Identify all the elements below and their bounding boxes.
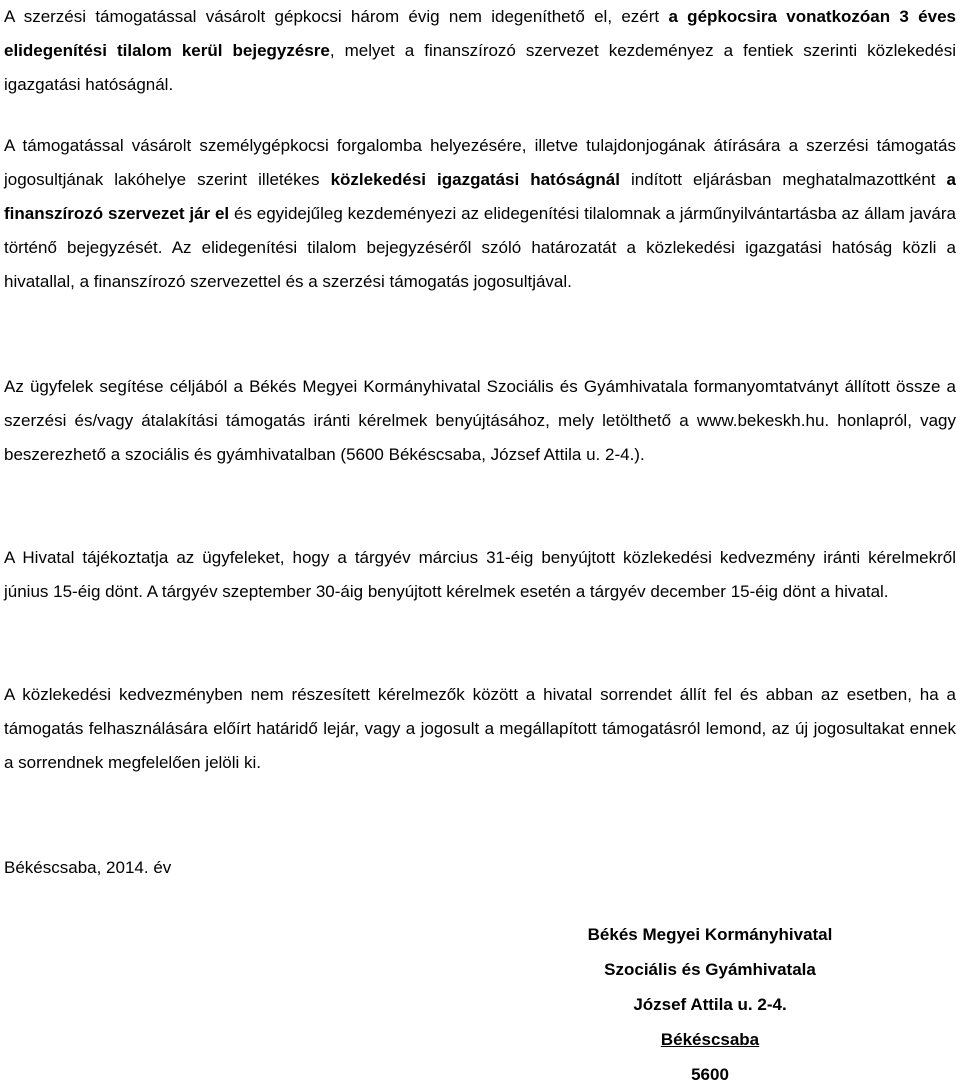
signature-block [560, 917, 860, 1092]
paragraph-text: A támogatással vásárolt személygépkocsi forgalomba helyezésére, illetve tulajdonjogának átírására a szerzési támogatás jogosultjának lakóhelye szerint illetékes [4, 136, 956, 189]
signature-office: Békés Megyei Kormányhivatal [587, 925, 833, 944]
signature-city: Békéscsaba [660, 1030, 760, 1049]
paragraph-text: A szerzési támogatással vásárolt gépkocsi három évig nem idegeníthető el, ezért [4, 7, 669, 26]
place-date: Békéscsaba, 2014. év [4, 858, 172, 877]
paragraph-bold-text: közlekedési igazgatási hatóságnál [330, 170, 620, 189]
paragraph-bold-text: a finanszírozó szervezet jár el [4, 170, 956, 223]
paragraph-bold-text: a gépkocsira vonatkozóan 3 éves elidegenítési tilalom kerül bejegyzésre [4, 7, 956, 60]
paragraph-ranking: A közlekedési kedvezményben nem részesített kérelmezők között a hivatal sorrendet állít fel és abban az esetben, ha a támogatás felhasználására előírt határidő lejár, vagy a jogosult a megállapított támogatásról lemond, az új jogosultakat ennek a sorrendnek megfelelően jelöli ki. [4, 685, 956, 772]
signature-postcode: 5600 [691, 1065, 729, 1084]
paragraph-sale-restriction [4, 0, 956, 102]
paragraph-text: és egyidejűleg kezdeményezi az elidegenítési tilalomnak a járműnyilvántartásba az állam javára történő bejegyzését. Az elidegenítési tilalom bejegyzéséről szóló határozatát a közlekedési igazgatási hatóság közli a hivatallal, a finanszírozó szervezettel és a szerzési támogatás jogosultjával. [4, 204, 956, 291]
paragraph-text: indított eljárásban meghatalmazottként [619, 170, 947, 189]
paragraph-registration [4, 129, 956, 299]
paragraph-deadlines: A Hivatal tájékoztatja az ügyfeleket, hogy a tárgyév március 31-éig benyújtott közlekedési kedvezmény iránti kérelmekről június 15-éig dönt. A tárgyév szeptember 30-áig benyújtott kérelmek esetén a tárgyév december 15-éig dönt a hivatal. [4, 548, 956, 601]
signature-street: József Attila u. 2-4. [633, 995, 787, 1014]
paragraph-text: , melyet a finanszírozó szervezet kezdeményez a fentiek szerinti közlekedési igazgatási hatóságnál. [4, 41, 956, 94]
signature-city-line [560, 1022, 860, 1057]
paragraph-forms-info: Az ügyfelek segítése céljából a Békés Megyei Kormányhivatal Szociális és Gyámhivatala formanyomtatványt állított össze a szerzési és/vagy átalakítási támogatás iránti kérelmek benyújtásához, mely letölthető a www.bekeskh.hu. honlapról, vagy beszerezhető a szociális és gyámhivatalban (5600 Békéscsaba, József Attila u. 2-4.). [4, 377, 956, 464]
signature-department: Szociális és Gyámhivatala [604, 960, 816, 979]
